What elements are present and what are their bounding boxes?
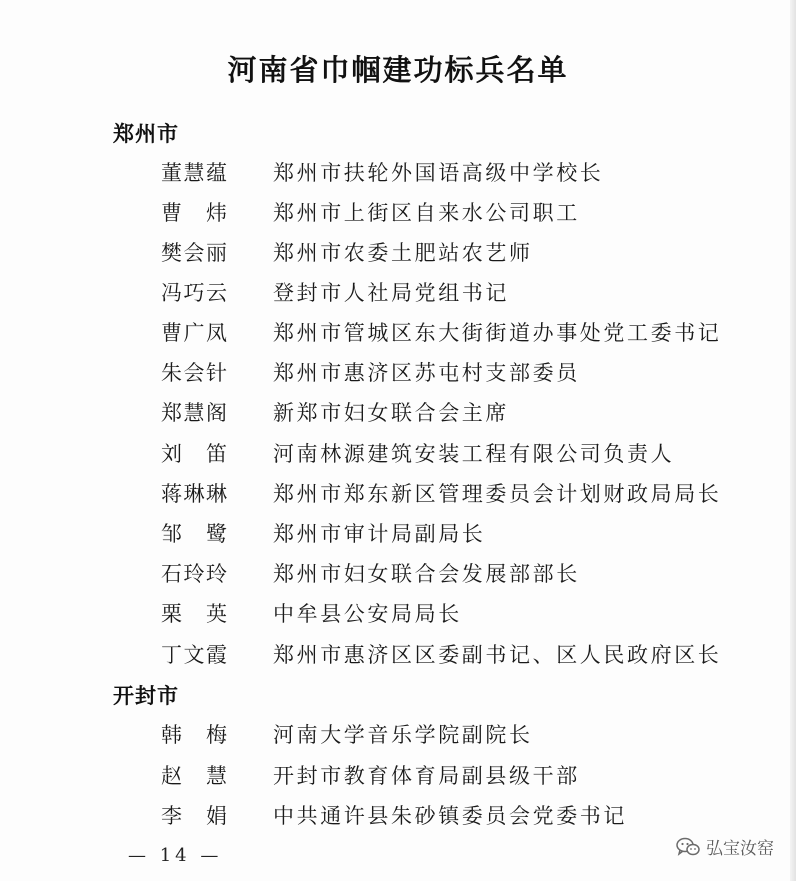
person-name: 朱会针 <box>161 361 227 385</box>
person-name: 蒋琳琳 <box>161 482 227 506</box>
person-title: 郑州市郑东新区管理委员会计划财政局局长 <box>273 482 722 506</box>
wechat-icon <box>676 837 700 857</box>
person-title: 登封市人社局党组书记 <box>273 281 509 305</box>
list-item <box>0 518 796 548</box>
person-title: 中共通许县朱砂镇委员会党委书记 <box>273 804 627 828</box>
list-item <box>0 397 796 427</box>
list-item <box>0 277 796 307</box>
person-name: 董慧蕴 <box>161 161 227 185</box>
person-name: 曹广凤 <box>161 321 227 345</box>
list-item <box>0 719 796 749</box>
person-title: 河南大学音乐学院副院长 <box>273 723 533 747</box>
list-item <box>0 558 796 588</box>
person-name: 栗 英 <box>161 602 227 626</box>
person-name: 郑慧阁 <box>161 401 227 425</box>
person-title: 新郑市妇女联合会主席 <box>273 401 509 425</box>
person-name: 曹 炜 <box>161 201 227 225</box>
person-title: 郑州市惠济区区委副书记、区人民政府区长 <box>273 643 722 667</box>
person-name: 刘 笛 <box>161 442 227 466</box>
person-name: 李 娟 <box>161 804 227 828</box>
watermark-text: 弘宝汝窑 <box>706 839 774 859</box>
list-item <box>0 598 796 628</box>
list-item <box>0 478 796 508</box>
person-title: 开封市教育体育局副县级干部 <box>273 764 580 788</box>
list-item <box>0 800 796 830</box>
section-heading-zhengzhou: 郑州市 <box>113 122 179 146</box>
person-name: 邹 鹭 <box>161 522 227 546</box>
person-title: 郑州市农委土肥站农艺师 <box>273 241 533 265</box>
person-name: 赵 慧 <box>161 764 227 788</box>
list-item <box>0 157 796 187</box>
list-item <box>0 438 796 468</box>
person-title: 河南林源建筑安装工程有限公司负责人 <box>273 442 675 466</box>
person-name: 韩 梅 <box>161 723 227 747</box>
page-title: 河南省巾帼建功标兵名单 <box>227 53 569 87</box>
person-title: 中牟县公安局局长 <box>273 602 462 626</box>
list-item <box>0 639 796 669</box>
list-item <box>0 237 796 267</box>
list-item <box>0 197 796 227</box>
list-item <box>0 357 796 387</box>
person-name: 石玲玲 <box>161 562 227 586</box>
watermark <box>676 834 774 859</box>
list-item <box>0 760 796 790</box>
section-heading-kaifeng: 开封市 <box>113 684 179 708</box>
person-name: 丁文霞 <box>161 643 227 667</box>
person-name: 樊会丽 <box>161 241 227 265</box>
page-number: — 14 — <box>128 845 223 866</box>
person-title: 郑州市扶轮外国语高级中学校长 <box>273 161 604 185</box>
list-item <box>0 317 796 347</box>
person-name: 冯巧云 <box>161 281 227 305</box>
person-title: 郑州市惠济区苏屯村支部委员 <box>273 361 580 385</box>
person-title: 郑州市妇女联合会发展部部长 <box>273 562 580 586</box>
person-title: 郑州市审计局副局长 <box>273 522 486 546</box>
person-title: 郑州市管城区东大街街道办事处党工委书记 <box>273 321 722 345</box>
person-title: 郑州市上街区自来水公司职工 <box>273 201 580 225</box>
